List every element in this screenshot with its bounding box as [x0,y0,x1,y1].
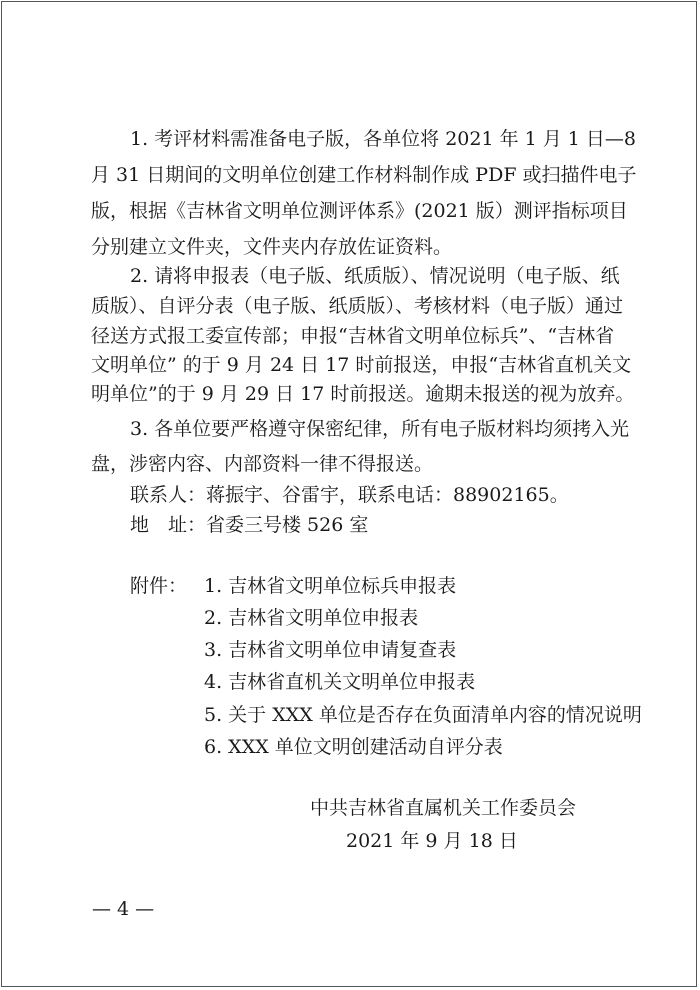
paragraph-2-line-4: 文明单位” 的于 9 月 24 日 17 时前报送，申报“吉林省直机关文 [91,354,632,376]
paragraph-1-line-3: 版，根据《吉林省文明单位测评体系》(2021 版）测评指标项目 [91,200,628,222]
attachment-item-3: 3. 吉林省文明单位申请复查表 [204,639,457,661]
attachment-item-1: 1. 吉林省文明单位标兵申报表 [204,575,457,597]
contact-line: 联系人：蒋振宇、谷雷宇，联系电话：88902165。 [130,484,569,506]
paragraph-2-line-2: 质版）、自评分表（电子版、纸质版）、考核材料（电子版）通过 [91,295,624,317]
paragraph-1-line-2: 月 31 日期间的文明单位创建工作材料制作成 PDF 或扫描件电子 [91,164,637,186]
attachment-item-5: 5. 关于 XXX 单位是否存在负面清单内容的情况说明 [204,704,642,726]
page-number: — 4 — [92,898,155,920]
attachment-item-4: 4. 吉林省直机关文明单位申报表 [204,671,476,693]
issue-date: 2021 年 9 月 18 日 [346,830,518,852]
address-line: 地 址：省委三号楼 526 室 [130,514,369,536]
paragraph-3-line-1: 3. 各单位要严格遵守保密纪律，所有电子版材料均须拷入光 [130,418,630,440]
attachment-item-2: 2. 吉林省文明单位申报表 [204,607,419,629]
paragraph-2-line-1: 2. 请将申报表（电子版、纸质版）、情况说明（电子版、纸 [130,265,620,287]
paragraph-2-line-3: 径送方式报工委宣传部；申报“吉林省文明单位标兵”、“吉林省 [91,325,615,347]
attachments-label: 附件： [130,575,188,597]
paragraph-3-line-2: 盘，涉密内容、内部资料一律不得报送。 [91,453,434,475]
attachment-item-6: 6. XXX 单位文明创建活动自评分表 [204,736,503,758]
paragraph-1-line-4: 分别建立文件夹，文件夹内存放佐证资料。 [91,236,453,258]
paragraph-1-line-1: 1. 考评材料需准备电子版，各单位将 2021 年 1 月 1 日—8 [130,128,637,150]
issuer-name: 中共吉林省直属机关工作委员会 [310,797,577,819]
paragraph-2-line-5: 明单位”的于 9 月 29 日 17 时前报送。逾期未报送的视为放弃。 [91,383,635,405]
